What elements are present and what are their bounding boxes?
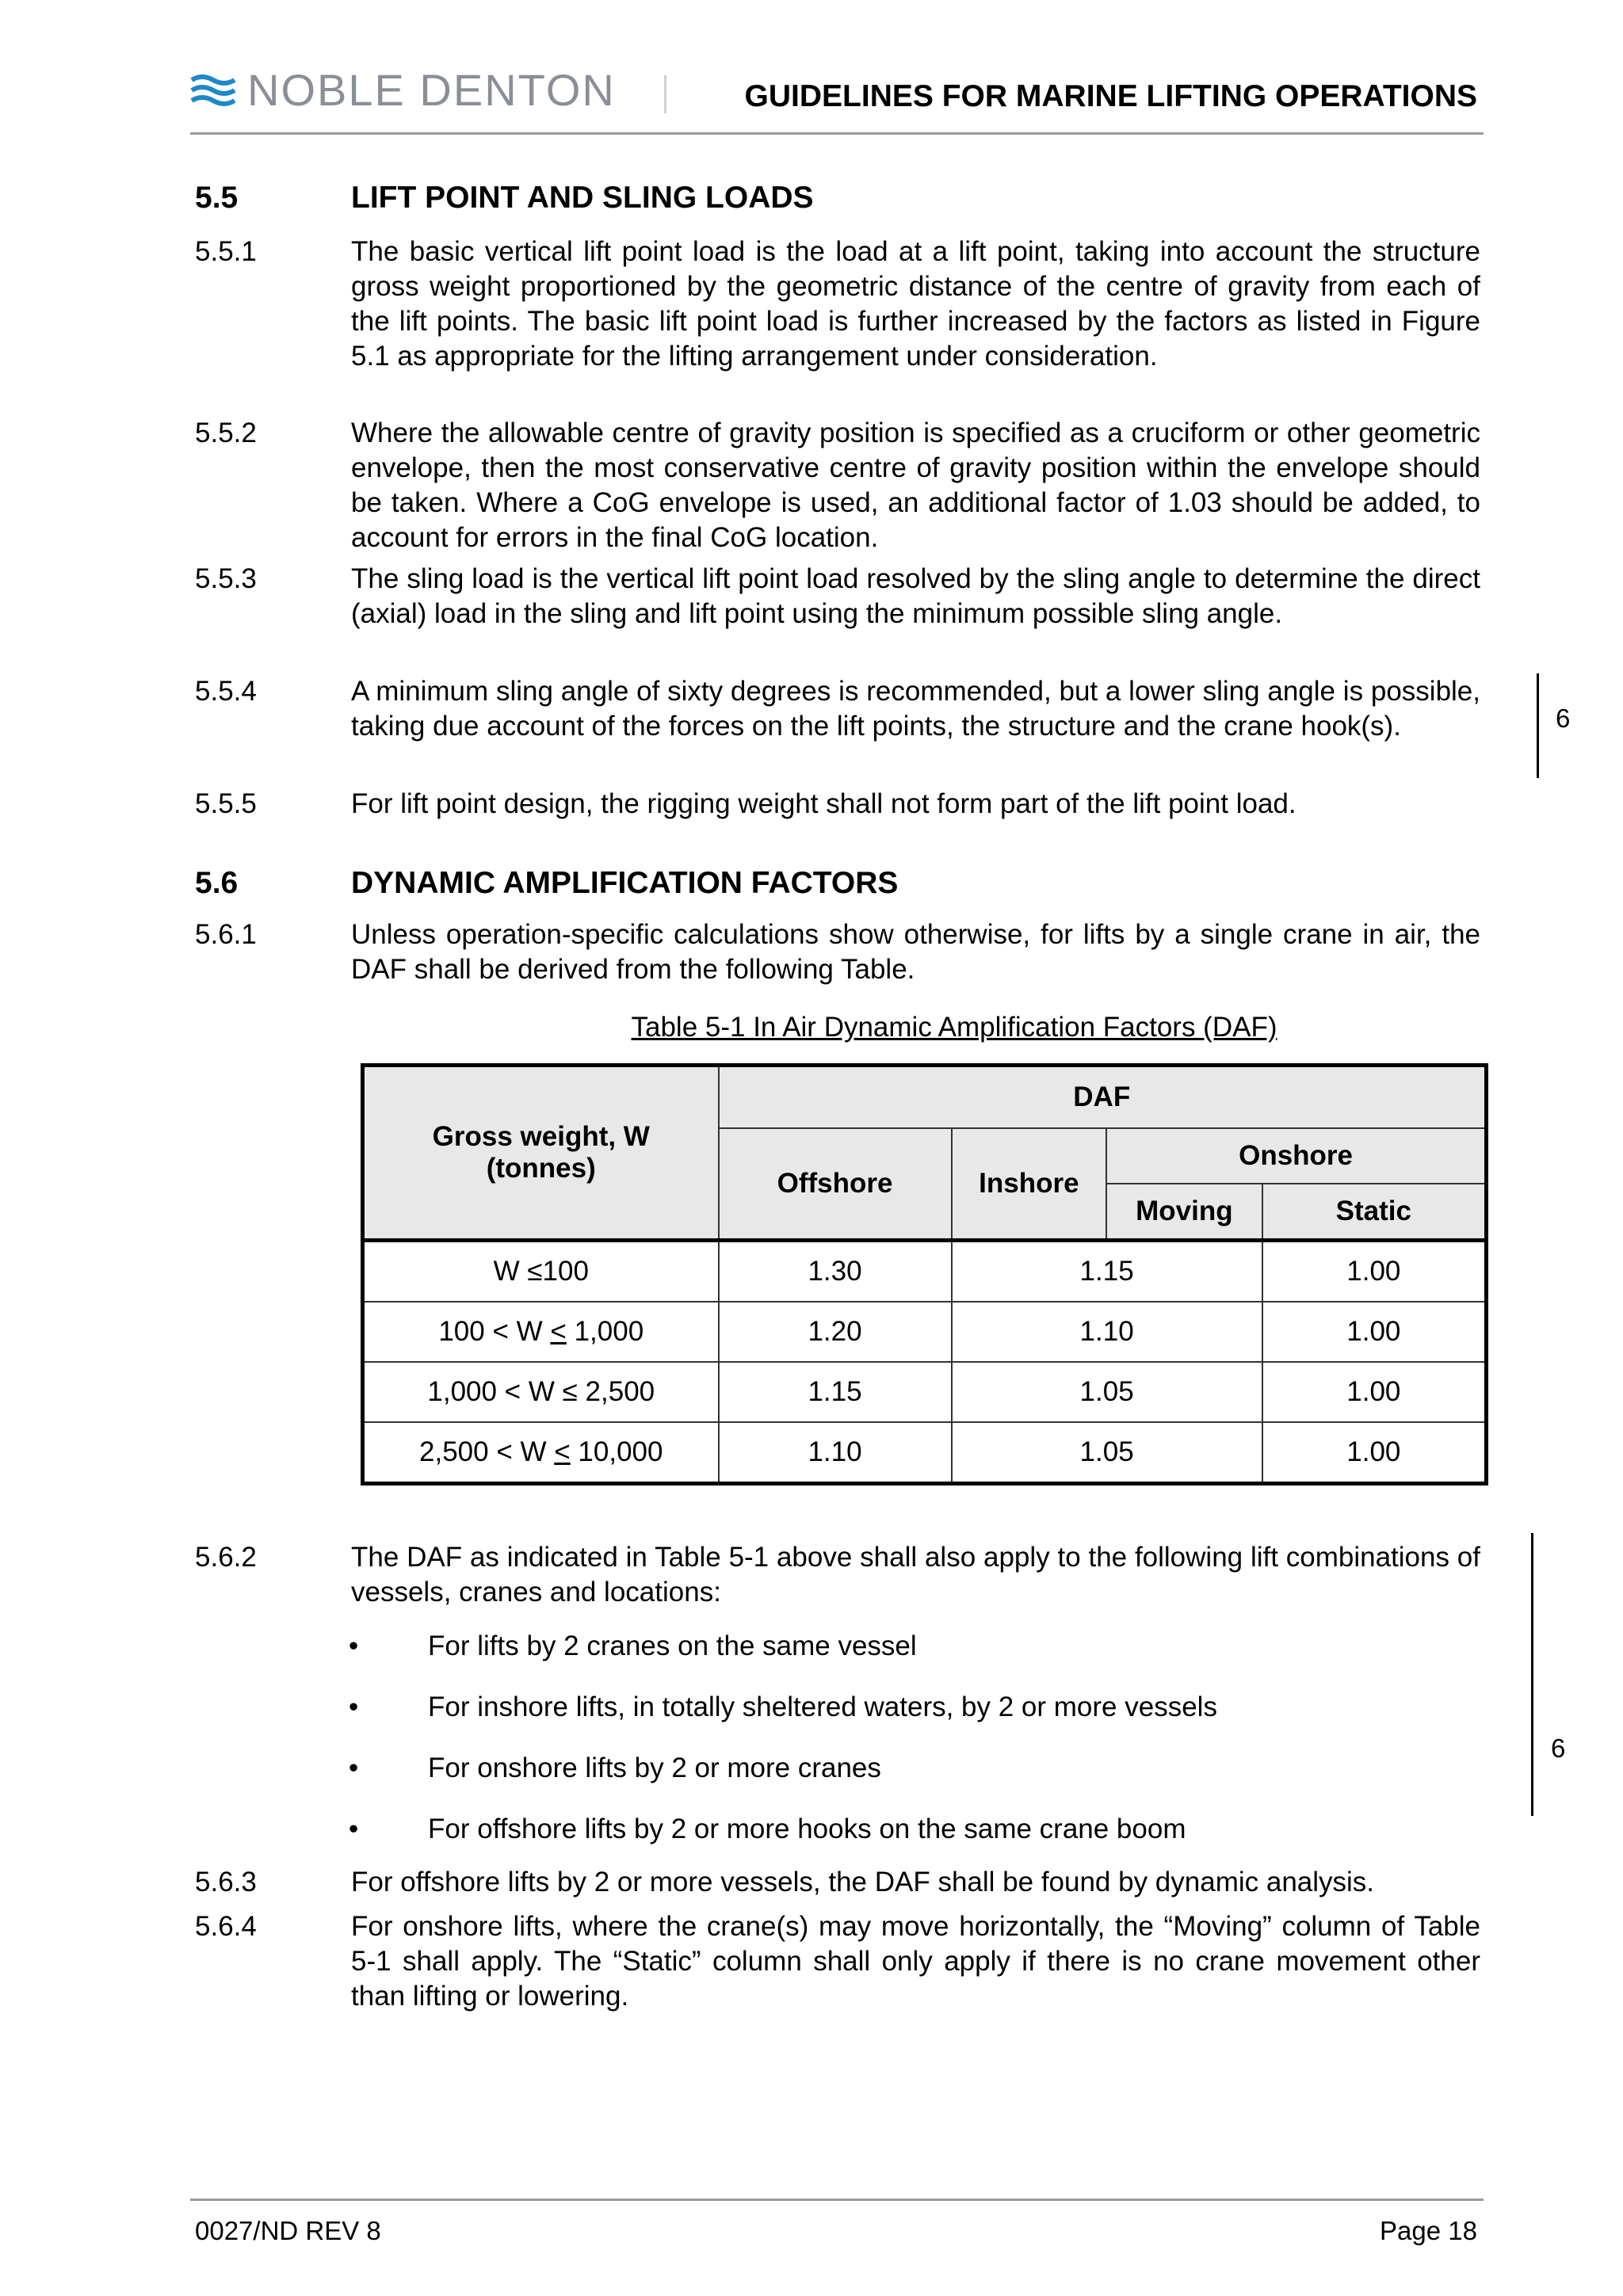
paragraph-number: 5.6.4 xyxy=(195,1911,257,1942)
header-gross-weight-unit: (tonnes) xyxy=(486,1153,596,1184)
bullet-icon: • xyxy=(349,1753,359,1783)
header-separator xyxy=(664,75,666,113)
cell-inshore-moving: 1.05 xyxy=(952,1362,1262,1422)
table-row xyxy=(363,1362,1487,1422)
page-number: Page 18 xyxy=(1380,2216,1477,2245)
bullet-icon: • xyxy=(349,1630,359,1661)
paragraph-text: The basic vertical lift point load is the load at a lift point, taking into account the structure gross weight proportioned by the geometric distance of the centre of gravity from each of the lift points. The basic lift point load is further increased by the factors as listed in Figure 5.1 as appropriate for the lifting arrangement under consideration. xyxy=(351,236,1480,372)
table-row xyxy=(363,1241,1487,1302)
waves-logo-icon xyxy=(190,74,236,107)
cell-inshore-moving: 1.15 xyxy=(952,1241,1262,1302)
paragraph-number: 5.5.1 xyxy=(195,236,257,267)
cell-offshore: 1.20 xyxy=(719,1302,952,1362)
table-caption xyxy=(0,1012,1623,1043)
paragraph-number: 5.6.3 xyxy=(195,1867,257,1897)
header-rule xyxy=(190,132,1484,135)
paragraph-number: 5.5.3 xyxy=(195,563,257,594)
cell-gross-weight: 100 < W < 1,000 xyxy=(363,1302,719,1362)
paragraph-text: The sling load is the vertical lift point load resolved by the sling angle to determine the direct (axial) load in the sling and lift point using the minimum possible sling angle. xyxy=(351,563,1480,629)
paragraph-text: Where the allowable centre of gravity position is specified as a cruciform or other geometric envelope, then the most conservative centre of gravity position within the envelope should be taken. Where a CoG envelope is used, an additional factor of 1.03 should be added, to account for errors in the final CoG location. xyxy=(351,418,1480,553)
cell-static: 1.00 xyxy=(1262,1422,1487,1484)
change-bar xyxy=(1531,1533,1533,1816)
paragraph-text: For onshore lifts, where the crane(s) may move horizontally, the “Moving” column of Table 5-1 shall apply. The “Static” column shall only apply if there is no crane movement other than lifting or lowering. xyxy=(351,1911,1480,2012)
cell-offshore: 1.10 xyxy=(719,1422,952,1484)
header-gross-weight xyxy=(363,1066,719,1241)
table-row xyxy=(363,1422,1487,1484)
header-static: Static xyxy=(1262,1184,1487,1241)
cell-inshore-moving: 1.10 xyxy=(952,1302,1262,1362)
cell-gross-weight: 2,500 < W < 10,000 xyxy=(363,1422,719,1484)
paragraph-number: 5.5.4 xyxy=(195,676,257,707)
paragraph-number: 5.6.2 xyxy=(195,1542,257,1573)
company-logo xyxy=(190,65,616,115)
header-gross-weight-label: Gross weight, W xyxy=(432,1121,650,1152)
cell-static: 1.00 xyxy=(1262,1302,1487,1362)
paragraph-text: For lift point design, the rigging weight shall not form part of the lift point load. xyxy=(351,788,1296,819)
paragraph-number: 5.5.5 xyxy=(195,788,257,819)
cell-static: 1.00 xyxy=(1262,1241,1487,1302)
header-offshore: Offshore xyxy=(719,1128,952,1241)
bullet-icon: • xyxy=(349,1814,359,1844)
header-daf: DAF xyxy=(719,1066,1487,1129)
document-reference: 0027/ND REV 8 xyxy=(195,2216,381,2245)
bullet-icon: • xyxy=(349,1691,359,1722)
section-title: DYNAMIC AMPLIFICATION FACTORS xyxy=(351,866,899,900)
change-bar xyxy=(1537,673,1539,778)
cell-inshore-moving: 1.05 xyxy=(952,1422,1262,1484)
section-title: LIFT POINT AND SLING LOADS xyxy=(351,181,814,215)
list-item: For onshore lifts by 2 or more cranes xyxy=(428,1753,881,1783)
cell-gross-weight: 1,000 < W ≤ 2,500 xyxy=(363,1362,719,1422)
cell-offshore: 1.30 xyxy=(719,1241,952,1302)
change-marker: 6 xyxy=(1551,1733,1566,1763)
header-moving: Moving xyxy=(1106,1184,1262,1241)
logo-text: NOBLE DENTON xyxy=(247,65,616,115)
daf-table xyxy=(361,1063,1488,1486)
table-caption-text: Table 5-1 In Air Dynamic Amplification Factors (DAF) xyxy=(631,1012,1277,1043)
paragraph-number: 5.6.1 xyxy=(195,919,257,950)
paragraph-text: Unless operation-specific calculations show otherwise, for lifts by a single crane in air, the DAF shall be derived from the following Table. xyxy=(351,919,1480,985)
paragraph-number: 5.5.2 xyxy=(195,418,257,448)
list-item: For inshore lifts, in totally sheltered waters, by 2 or more vessels xyxy=(428,1691,1217,1722)
footer-rule xyxy=(190,2199,1484,2201)
cell-static: 1.00 xyxy=(1262,1362,1487,1422)
paragraph-text: A minimum sling angle of sixty degrees is recommended, but a lower sling angle is possible, taking due account of the forces on the lift points, the structure and the crane hook(s). xyxy=(351,676,1480,742)
section-number: 5.6 xyxy=(195,866,239,900)
header-inshore: Inshore xyxy=(952,1128,1107,1241)
section-number: 5.5 xyxy=(195,181,239,215)
change-marker: 6 xyxy=(1556,704,1571,733)
list-item: For lifts by 2 cranes on the same vessel xyxy=(428,1630,917,1661)
cell-offshore: 1.15 xyxy=(719,1362,952,1422)
list-item: For offshore lifts by 2 or more hooks on the same crane boom xyxy=(428,1814,1186,1844)
paragraph-text: The DAF as indicated in Table 5-1 above shall also apply to the following lift combinations of vessels, cranes and locations: xyxy=(351,1542,1480,1608)
table-row xyxy=(363,1302,1487,1362)
document-title: GUIDELINES FOR MARINE LIFTING OPERATIONS xyxy=(744,79,1477,113)
header-onshore: Onshore xyxy=(1106,1128,1486,1184)
cell-gross-weight: W ≤100 xyxy=(363,1241,719,1302)
paragraph-text: For offshore lifts by 2 or more vessels, the DAF shall be found by dynamic analysis. xyxy=(351,1867,1375,1897)
